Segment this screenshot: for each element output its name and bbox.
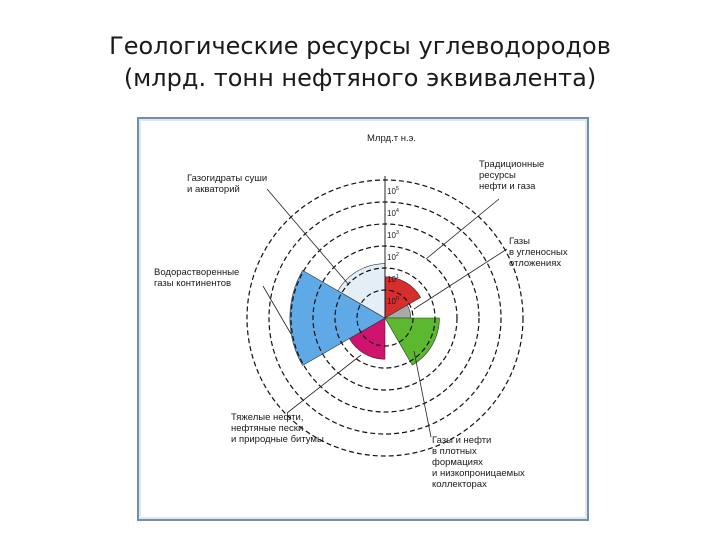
leader-line-3	[414, 351, 431, 437]
tick-label-3: $10^3$	[387, 230, 399, 240]
leader-line-2	[414, 249, 507, 309]
tick-label-2: $10^2$	[387, 252, 399, 262]
category-label-5: Водорастворенные газы континентов	[154, 267, 240, 289]
slide-title	[0, 30, 720, 94]
tick-label-0: $10^0$	[387, 296, 399, 306]
category-label-2: Газы в угленосных отложениях	[509, 236, 568, 269]
category-label-6: Газогидраты суши и акваторий	[187, 173, 268, 195]
category-label-3: Газы и нефти в плотных формациях и низкопроницаемых коллекторах	[432, 435, 525, 490]
slide-title-line-1: Геологические ресурсы углеводородов	[109, 32, 611, 61]
unit-label: Млрд.т н.э.	[367, 133, 417, 144]
leader-line-5	[263, 286, 291, 334]
leader-line-1	[426, 199, 499, 259]
tick-label-5: $10^5$	[387, 186, 399, 196]
sector-3	[385, 318, 439, 365]
tick-label-1: $10^1$	[387, 274, 399, 284]
chart-figure	[137, 117, 589, 521]
slide-title-line-2: (млрд. тонн нефтяного эквивалента)	[123, 64, 597, 93]
polar-area-chart	[139, 119, 587, 519]
category-label-4: Тяжелые нефти, нефтяные пески и природные битумы	[231, 412, 324, 445]
leader-line-4	[287, 355, 361, 413]
tick-label-4: $10^4$	[387, 208, 399, 218]
category-label-1: Традиционные ресурсы нефти и газа	[479, 159, 545, 192]
